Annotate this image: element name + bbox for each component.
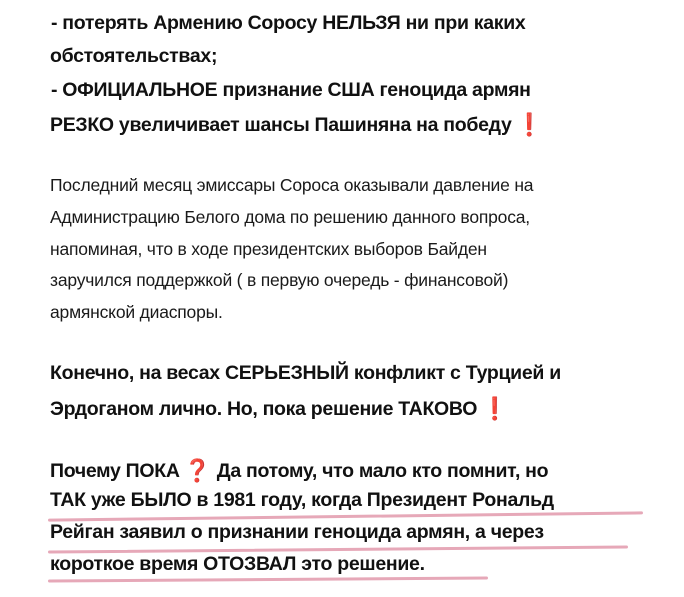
- paragraph-2-line-4: заручился поддержкой ( в первую очередь - финансовой): [50, 270, 509, 290]
- bullet-line-4: [50, 111, 543, 137]
- paragraph-3-line-1: Конечно, на весах СЕРЬЕЗНЫЙ конфликт с Турцией и: [50, 362, 561, 384]
- paragraph-2-line-3: напоминая, что в ходе президентских выборов Байден: [50, 239, 487, 259]
- question-icon: ❓: [183, 458, 211, 483]
- paragraph-4-line-2: ТАК уже БЫЛО в 1981 году, когда Президент Рональд: [50, 489, 554, 511]
- highlight-underline-3: [48, 576, 488, 582]
- bullet-line-1: - потерять Армению Соросу НЕЛЬЗЯ ни при каких: [51, 12, 526, 34]
- bullet-line-4-text: РЕЗКО увеличивает шансы Пашиняна на победу: [50, 114, 512, 136]
- paragraph-2-line-1: Последний месяц эмиссары Сороса оказывали давление на: [50, 175, 534, 195]
- paragraph-3-line-2-text: Эрдоганом лично. Но, пока решение ТАКОВО: [50, 398, 478, 420]
- paragraph-4-line-1: [50, 457, 548, 483]
- paragraph-3-line-2: [50, 395, 508, 421]
- exclamation-icon: ❗: [515, 112, 543, 137]
- paragraph-2-line-5: армянской диаспоры.: [50, 302, 223, 322]
- paragraph-2-line-2: Администрацию Белого дома по решению данного вопроса,: [50, 207, 530, 227]
- exclamation-icon: ❗: [481, 396, 509, 421]
- bullet-line-3: - ОФИЦИАЛЬНОЕ признание США геноцида армян: [51, 79, 531, 101]
- paragraph-4-line-1-end: Да потому, что мало кто помнит, но: [216, 460, 549, 482]
- bullet-line-2: обстоятельствах;: [50, 45, 218, 67]
- paragraph-4-line-4: короткое время ОТОЗВАЛ это решение.: [50, 553, 425, 575]
- paragraph-4-line-1-start: Почему ПОКА: [50, 460, 180, 482]
- paragraph-4-line-3: Рейган заявил о признании геноцида армян, а через: [50, 521, 544, 543]
